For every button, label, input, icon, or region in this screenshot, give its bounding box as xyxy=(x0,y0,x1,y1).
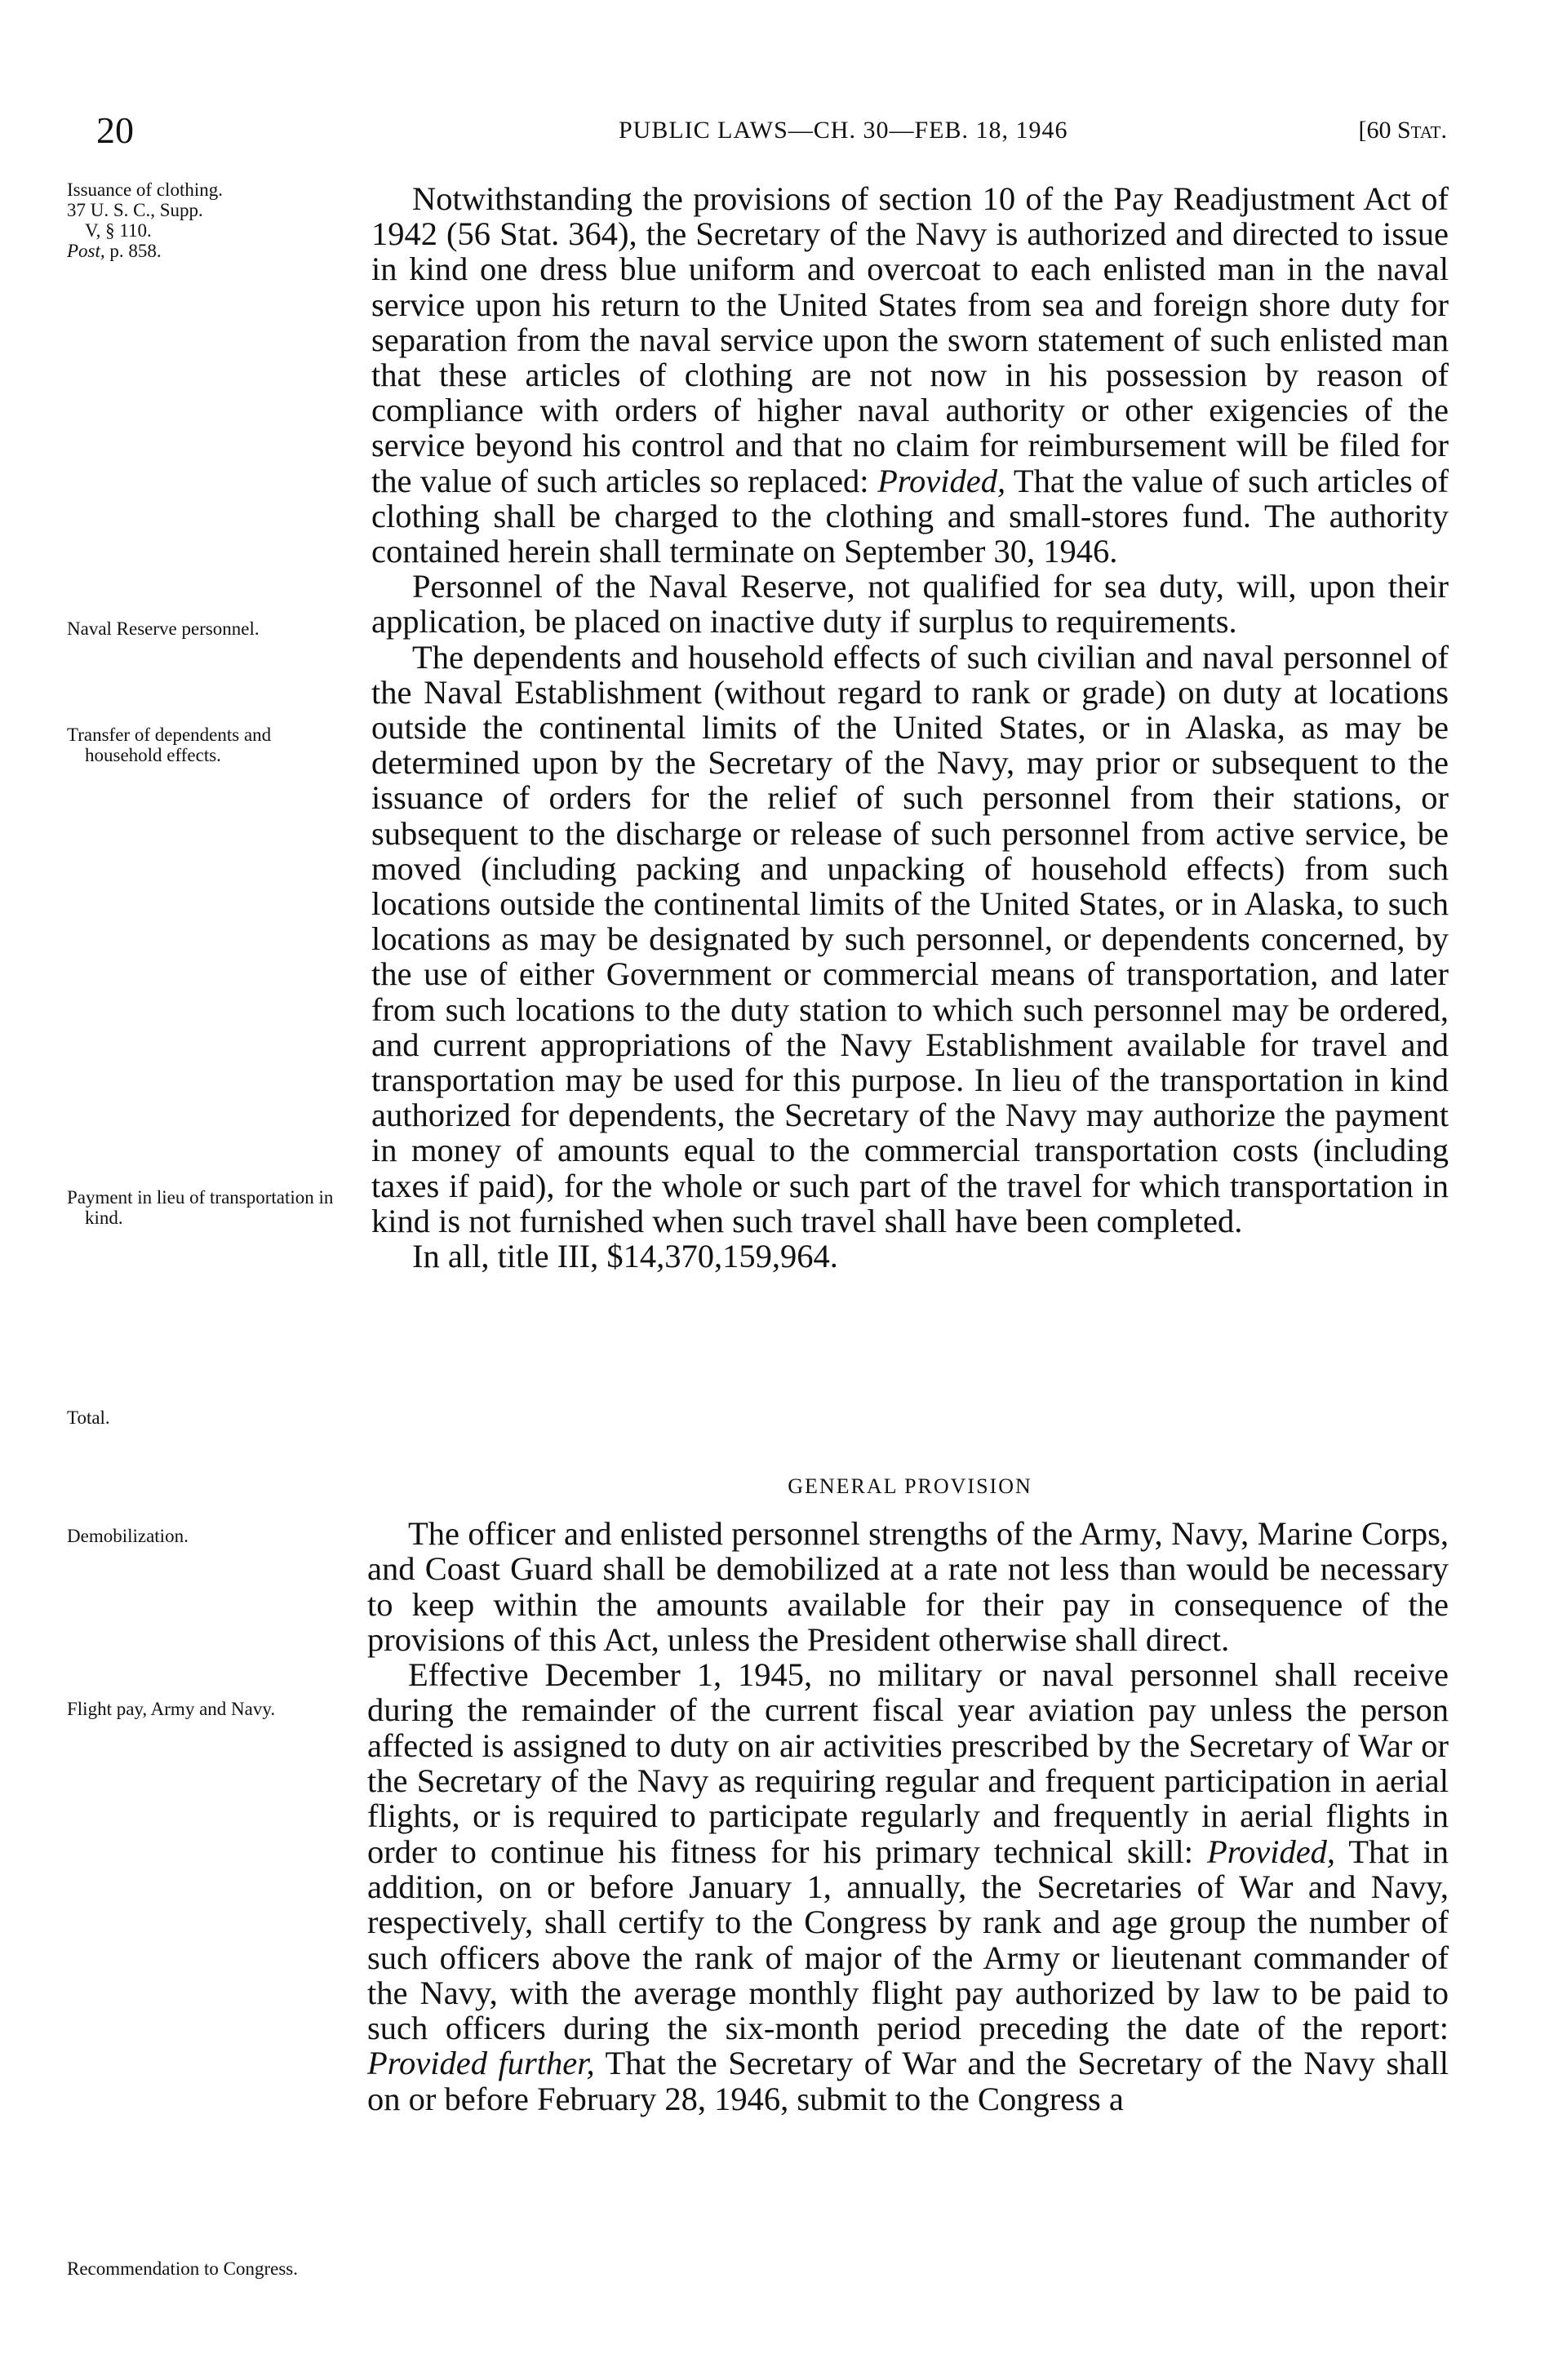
citation-usc: 37 U. S. C., Supp. xyxy=(67,200,203,220)
running-header xyxy=(96,109,1447,158)
paragraph-naval-reserve: Personnel of the Naval Reserve, not qualified for sea duty, will, upon their application, be placed on inactive duty if surplus to requirements. xyxy=(371,568,1449,640)
main-text-column xyxy=(371,181,1449,1274)
margin-note-clothing-title: Issuance of clothing. xyxy=(67,179,223,200)
paragraph-clothing-text: Notwithstanding the provisions of section 10 of the Pay Readjustment Act of 1942 (56 Stat. 364), the Secretary of the Navy is authorized and directed to issue in kind one dress blue uniform and overcoat to each enlisted man in the naval service upon his return to the United States from sea and foreign shore duty for separation from the naval service upon the sworn statement of such enlisted man that these articles of clothing are not now in his possession by reason of compliance with orders of higher naval authority or other exigencies of the service beyond his control and that no claim for reimbursement will be filed for the value of such articles so replaced: xyxy=(371,180,1449,499)
margin-note-naval-reserve xyxy=(67,618,336,639)
margin-note-total-text: Total. xyxy=(67,1407,110,1428)
margin-note-transfer-text: Transfer of dependents and household effects. xyxy=(67,725,272,765)
paragraph-transfer: The dependents and household effects of such civilian and naval personnel of the Naval Establishment (without regard to rank or grade) on duty at locations outside the continental limits of the United States, or in Alaska, as may be determined upon by the Secretary of the Navy, may prior or subsequent to the issuance of orders for the relief of such personnel from their stations, or subsequent to the discharge or release of such personnel from active service, be moved (including packing and unpacking of household effects) from such locations outside the continental limits of the United States, or in Alaska, to such locations as may be designated by such personnel, or dependents concerned, by the use of either Government or commercial means of transportation, and later from such locations to the duty station to which such personnel may be ordered, and current appropriations of the Navy Establishment available for travel and transportation may be used for this purpose. In lieu of the transportation in kind authorized for dependents, the Secretary of the Navy may authorize the payment in money of amounts equal to the commercial transportation costs (including taxes if paid), for the whole or such part of the travel for which transportation in kind is not furnished when such travel shall have been completed. xyxy=(371,638,1449,1239)
volume-reference xyxy=(1359,114,1448,147)
paragraph-clothing-rest: That the value of such articles of clothing shall be charged to the clothing and small-stores fund. The authority contained herein shall terminate on September 30, 1946. xyxy=(371,462,1449,570)
margin-note-demobilization-text: Demobilization. xyxy=(67,1526,189,1546)
section-heading: GENERAL PROVISION xyxy=(788,1474,1032,1498)
citation-section: V, § 110. xyxy=(85,220,152,241)
provided-clause-2: Provided, xyxy=(1206,1833,1336,1870)
paragraph-flight-pay-mid: That in addition, on or before January 1, annually, the Secretaries of War and Navy, respectively, shall certify to the Congress by rank and age group the number of such officers above the rank of major of the Army or lieutenant commander of the Navy, with the average monthly flight pay authorized by law to be paid to such officers during the six-month period preceding the date of the report: xyxy=(367,1833,1449,2047)
margin-note-naval-reserve-text: Naval Reserve personnel. xyxy=(67,618,260,639)
margin-note-recommendation-text: Recommendation to Congress. xyxy=(67,2258,298,2279)
margin-note-flight-pay xyxy=(67,1699,336,1719)
paragraph-flight-pay xyxy=(367,1657,1449,2116)
post-word: Post, xyxy=(67,241,105,261)
paragraph-flight-pay-text: Effective December 1, 1945, no military or naval personnel shall receive during the remainder of the current fiscal year aviation pay unless the person affected is assigned to duty on air activities prescribed by the Secretary of War or the Secretary of the Navy as requiring regular and frequent participation in aerial flights, or is required to participate regularly and frequently in aerial flights in order to continue his fitness for his primary technical skill: xyxy=(367,1656,1449,1870)
volume-number: [60 xyxy=(1358,117,1392,144)
margin-note-demobilization xyxy=(67,1526,361,1546)
paragraph-demobilization: The officer and enlisted personnel strengths of the Army, Navy, Marine Corps, and Coast Guard shall be demobilized at a rate not less than would be necessary to keep within the amounts available for their pay in consequence of the provisions of this Act, unless the President otherwise shall direct. xyxy=(367,1515,1449,1658)
margin-note-recommendation xyxy=(67,2258,344,2279)
margin-note-transfer xyxy=(67,725,336,765)
running-title: PUBLIC LAWS—CH. 30—FEB. 18, 1946 xyxy=(619,117,1068,144)
margin-note-post xyxy=(67,241,361,261)
provided-clause: Provided, xyxy=(877,462,1006,499)
total-line: In all, title III, $14,370,159,964. xyxy=(412,1238,838,1275)
post-page: p. 858. xyxy=(104,241,162,261)
general-provision-column xyxy=(367,1516,1449,2116)
provided-further-clause: Provided further, xyxy=(367,2045,595,2082)
margin-note-total xyxy=(67,1407,361,1428)
margin-note-payment xyxy=(67,1187,336,1228)
paragraph-flight-pay-rest: That the Secretary of War and the Secretary of the Navy shall on or before February 28, 1946, submit to the Congress a xyxy=(367,2045,1449,2117)
margin-note-payment-text: Payment in lieu of transportation in kind. xyxy=(67,1187,334,1228)
statutes-abbrev: Stat. xyxy=(1397,117,1447,144)
margin-note-clothing xyxy=(67,179,361,261)
margin-note-clothing-cite xyxy=(67,200,361,241)
margin-note-flight-pay-text: Flight pay, Army and Navy. xyxy=(67,1699,276,1719)
paragraph-clothing xyxy=(371,181,1449,569)
page-number: 20 xyxy=(96,109,134,151)
